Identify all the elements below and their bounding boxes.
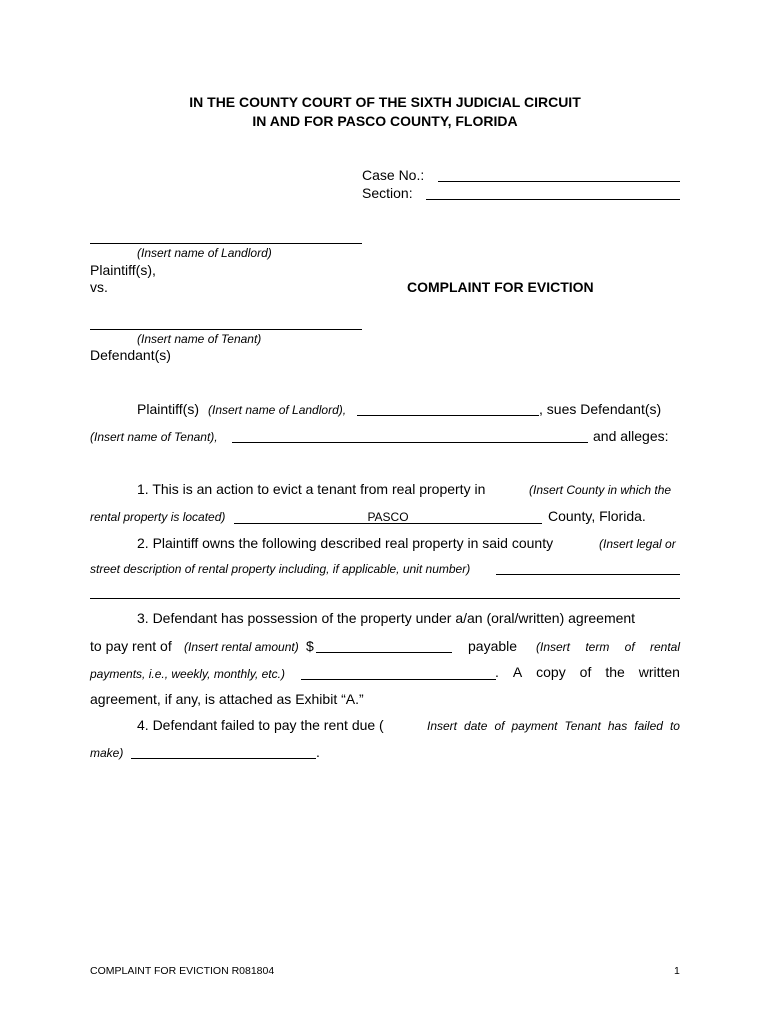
landlord-name-field[interactable] [90, 243, 362, 244]
p4-hint-word: to [669, 719, 680, 733]
p3-term-hint-word: term [585, 640, 610, 654]
p4-hint-word: failed [634, 719, 663, 733]
p3-term-hint-word: (Insert [536, 640, 571, 654]
footer-form-id: COMPLAINT FOR EVICTION R081804 [90, 965, 275, 977]
p2-description-field-2[interactable] [90, 598, 680, 599]
p3-pay-prefix: to pay rent of [90, 638, 172, 654]
p4-hint-word: Tenant [564, 719, 601, 733]
p4-date-field[interactable] [131, 758, 316, 759]
tenant-name-field[interactable] [90, 329, 362, 330]
p2-hint-2: street description of rental property including, if applicable, unit number) [90, 562, 471, 576]
p3-copy-text [495, 664, 680, 680]
intro-plaintiff-prefix: Plaintiff(s) [137, 401, 199, 417]
p1-county-value: PASCO [367, 510, 409, 524]
court-header-line1: IN THE COUNTY COURT OF THE SIXTH JUDICIAL CIRCUIT [189, 94, 581, 110]
p1-county-hint-2: rental property is located) [90, 510, 226, 524]
intro-landlord-hint: (Insert name of Landlord), [208, 403, 347, 417]
landlord-name-hint: (Insert name of Landlord) [137, 246, 272, 260]
tenant-name-hint: (Insert name of Tenant) [137, 332, 262, 346]
complaint-title: COMPLAINT FOR EVICTION [407, 279, 594, 295]
p4-text: 4. Defendant failed to pay the rent due ( [137, 717, 384, 733]
intro-tenant-hint: (Insert name of Tenant), [90, 430, 218, 444]
p1-county-hint-1: (Insert County in which the [529, 483, 672, 497]
vs-label: vs. [90, 279, 108, 295]
p1-county-suffix: County, Florida. [548, 508, 646, 524]
p3-payable-text: payable [468, 638, 518, 654]
p3-copy-word: A [512, 664, 523, 680]
p3-copy-word: the [605, 664, 625, 680]
p3-copy-word: . [495, 664, 499, 680]
p3-term-field[interactable] [301, 679, 496, 680]
plaintiff-label: Plaintiff(s), [90, 262, 156, 278]
p3-agreement-line: agreement, if any, is attached as Exhibit “A.” [90, 691, 364, 707]
p3-term-hint-word: of [624, 640, 635, 654]
p3-copy-word: of [579, 664, 592, 680]
section-label: Section: [362, 185, 413, 201]
p3-term-hint [536, 640, 680, 654]
p2-hint-1: (Insert legal or [599, 537, 676, 551]
p4-make-hint: make) [90, 746, 124, 760]
court-header-line2: IN AND FOR PASCO COUNTY, FLORIDA [252, 113, 518, 129]
p1-text: 1. This is an action to evict a tenant from real property in [137, 481, 486, 497]
p3-term-hint-word: rental [649, 640, 680, 654]
p4-hint-word: date [464, 719, 488, 733]
p2-text: 2. Plaintiff owns the following described real property in said county [137, 535, 554, 551]
p4-hint-word: payment [511, 719, 558, 733]
p4-hint-word: of [494, 719, 505, 733]
p3-amount-hint: (Insert rental amount) [184, 640, 299, 654]
footer-page-number: 1 [674, 965, 680, 977]
case-no-label: Case No.: [362, 167, 425, 183]
p4-date-hint [427, 719, 680, 733]
p2-description-field-1[interactable] [496, 574, 680, 575]
intro-alleges-text: and alleges: [593, 428, 669, 444]
section-field[interactable] [426, 199, 680, 200]
p4-hint-word: Insert [427, 719, 458, 733]
p3-copy-word: written [638, 664, 680, 680]
p3-copy-word: copy [536, 664, 566, 680]
defendant-label: Defendant(s) [90, 347, 171, 363]
p4-hint-word: has [607, 719, 628, 733]
intro-sues-text: , sues Defendant(s) [539, 401, 662, 417]
p3-amount-field[interactable] [316, 652, 452, 653]
intro-landlord-field[interactable] [357, 415, 539, 416]
p3-text: 3. Defendant has possession of the property under a/an (oral/written) agreement [137, 610, 636, 626]
intro-tenant-field[interactable] [232, 442, 588, 443]
p3-payments-hint: payments, i.e., weekly, monthly, etc.) [90, 667, 285, 681]
p4-period: . [316, 744, 320, 760]
case-no-field[interactable] [438, 181, 680, 182]
p3-dollar-sign: $ [306, 638, 314, 654]
